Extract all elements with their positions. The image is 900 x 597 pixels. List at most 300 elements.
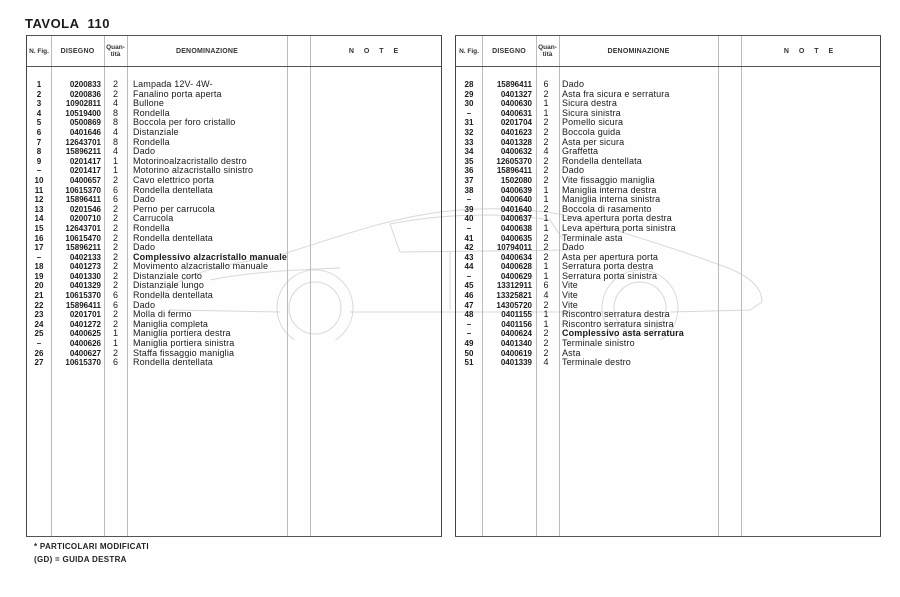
fig-number: 40 xyxy=(464,214,474,224)
part-description: Distanziale xyxy=(133,126,179,137)
part-number: 0400627 xyxy=(69,348,101,358)
header-divider xyxy=(27,66,441,67)
fig-number: 47 xyxy=(464,300,474,310)
header-quantita: Quan- tità xyxy=(106,44,125,58)
part-number: 0401339 xyxy=(500,358,532,368)
part-description: Boccola per foro cristallo xyxy=(133,117,236,128)
table-row xyxy=(456,99,880,109)
quantity: 4 xyxy=(543,290,549,301)
fig-number: – xyxy=(466,195,472,205)
fig-number: 5 xyxy=(36,118,42,128)
table-body-right xyxy=(456,80,880,368)
quantity: 8 xyxy=(112,136,118,147)
part-description: Leva apertura porta destra xyxy=(562,213,672,224)
part-number: 0400619 xyxy=(500,348,532,358)
part-number: 0401156 xyxy=(501,319,532,329)
table-row xyxy=(456,147,880,157)
quantity: 2 xyxy=(543,174,549,185)
part-description: Molla di fermo xyxy=(133,309,192,320)
quantity: 1 xyxy=(543,107,549,118)
fig-number: 51 xyxy=(464,358,474,368)
fig-number: 19 xyxy=(34,271,44,281)
part-description: Distanziale lungo xyxy=(133,280,205,291)
part-number: 0401327 xyxy=(500,89,532,99)
part-number: 0400634 xyxy=(500,252,532,262)
fig-number: 46 xyxy=(464,291,474,301)
quantity: 2 xyxy=(543,299,549,310)
table-row xyxy=(456,243,880,253)
part-number: 0401340 xyxy=(500,339,532,349)
part-description: Cavo elettrico porta xyxy=(133,174,215,185)
table-row xyxy=(456,224,880,234)
table-row xyxy=(456,157,880,167)
table-row xyxy=(456,186,880,196)
part-number: 0200710 xyxy=(69,214,101,224)
part-number: 0400629 xyxy=(500,271,532,281)
quantity: 6 xyxy=(112,357,118,368)
fig-number: 18 xyxy=(34,262,44,272)
fig-number: 37 xyxy=(464,175,474,185)
fig-number: 20 xyxy=(34,281,44,291)
part-number: 0400625 xyxy=(69,329,101,339)
part-description: Rondella xyxy=(133,136,170,147)
quantity: 2 xyxy=(112,251,118,262)
part-number: 10794011 xyxy=(496,243,532,253)
fig-number: 38 xyxy=(464,185,474,195)
quantity: 1 xyxy=(543,261,549,272)
quantity: 2 xyxy=(543,232,549,243)
part-number: 10615370 xyxy=(65,185,101,195)
part-description: Lampada 12V- 4W- xyxy=(133,79,213,89)
table-row xyxy=(27,224,441,234)
table-row xyxy=(27,262,441,272)
table-row xyxy=(27,186,441,196)
part-number: 0401155 xyxy=(501,310,532,320)
part-description: Vite fissaggio maniglia xyxy=(562,174,655,185)
part-number: 0400628 xyxy=(500,262,532,272)
quantity: 6 xyxy=(112,290,118,301)
part-number: 0200836 xyxy=(69,89,101,99)
part-description: Asta per apertura porta xyxy=(562,251,659,262)
part-description: Dado xyxy=(562,165,585,176)
part-number: 0400624 xyxy=(500,329,532,339)
table-row xyxy=(27,90,441,100)
fig-number: 13 xyxy=(34,204,44,214)
part-number: 10615370 xyxy=(65,358,101,368)
part-number: 0402133 xyxy=(69,252,101,262)
part-number: 0401273 xyxy=(69,262,101,272)
fig-number: 10 xyxy=(34,175,44,185)
part-number: 0401330 xyxy=(69,271,101,281)
table-row xyxy=(456,358,880,368)
fig-number: 48 xyxy=(464,310,474,320)
fig-number: 35 xyxy=(464,156,474,166)
fig-number: 44 xyxy=(464,262,474,272)
part-description: Terminale sinistro xyxy=(562,338,635,349)
part-number: 0201417 xyxy=(69,156,101,166)
table-row xyxy=(27,80,441,90)
fig-number: 36 xyxy=(464,166,474,176)
part-number: 12643701 xyxy=(65,223,101,233)
quantity: 2 xyxy=(112,347,118,358)
table-row xyxy=(27,234,441,244)
part-number: 10615470 xyxy=(65,233,101,243)
quantity: 4 xyxy=(543,146,549,157)
fig-number: 30 xyxy=(464,99,474,109)
table-row xyxy=(27,205,441,215)
part-number: 10615370 xyxy=(65,291,101,301)
part-number: 0500869 xyxy=(69,118,101,128)
part-description: Dado xyxy=(133,146,156,157)
part-number: 0401272 xyxy=(69,319,101,329)
header-disegno: DISEGNO xyxy=(492,47,526,55)
fig-number: 8 xyxy=(36,147,42,157)
quantity: 2 xyxy=(112,242,118,253)
fig-number: – xyxy=(36,252,42,262)
table-row xyxy=(27,128,441,138)
quantity: 2 xyxy=(543,117,549,128)
part-number: 13325821 xyxy=(496,291,532,301)
part-number: 0400630 xyxy=(500,99,532,109)
fig-number: 2 xyxy=(36,89,42,99)
part-number: 0400626 xyxy=(69,339,101,349)
part-description: Terminale destro xyxy=(562,357,631,368)
part-description: Staffa fissaggio maniglia xyxy=(133,347,235,358)
quantity: 2 xyxy=(543,242,549,253)
quantity: 1 xyxy=(543,194,549,205)
footer-note-modified: * PARTICOLARI MODIFICATI xyxy=(34,542,149,551)
quantity: 2 xyxy=(112,309,118,320)
fig-number: 41 xyxy=(464,233,474,243)
quantity: 4 xyxy=(543,357,549,368)
part-number: 0401623 xyxy=(500,127,532,137)
table-row xyxy=(456,281,880,291)
part-description: Vite xyxy=(562,299,578,310)
table-row xyxy=(456,234,880,244)
part-number: 0201546 xyxy=(69,204,101,214)
fig-number: 12 xyxy=(34,195,44,205)
quantity: 4 xyxy=(112,126,118,137)
header-divider xyxy=(456,66,880,67)
part-number: 0200833 xyxy=(69,80,101,89)
part-description: Rondella dentellata xyxy=(562,155,642,166)
fig-number: 24 xyxy=(34,319,44,329)
part-description: Carrucola xyxy=(133,213,174,224)
part-description: Fanalino porta aperta xyxy=(133,88,222,99)
table-row xyxy=(27,281,441,291)
part-number: 10519400 xyxy=(65,108,101,118)
part-number: 0201701 xyxy=(69,310,101,320)
part-description: Serratura porta destra xyxy=(562,261,654,272)
part-number: 15896411 xyxy=(496,166,532,176)
part-number: 0401329 xyxy=(69,281,101,291)
part-number: 0400632 xyxy=(500,147,532,157)
part-number: 13312911 xyxy=(496,281,532,291)
header-quantita: Quan- tità xyxy=(538,44,557,58)
part-number: 15896411 xyxy=(65,300,101,310)
part-description: Asta fra sicura e serratura xyxy=(562,88,670,99)
header-disegno: DISEGNO xyxy=(60,47,95,55)
part-description: Maniglia interna sinistra xyxy=(562,194,661,205)
part-number: 12643701 xyxy=(65,137,101,147)
part-description: Serratura porta sinistra xyxy=(562,270,658,281)
header-denominazione: DENOMINAZIONE xyxy=(607,47,670,55)
table-row xyxy=(456,291,880,301)
fig-number: 42 xyxy=(464,243,474,253)
quantity: 6 xyxy=(112,299,118,310)
parts-table-left xyxy=(26,35,442,537)
part-description: Bullone xyxy=(133,98,165,109)
part-description: Riscontro serratura sinistra xyxy=(562,318,674,329)
table-row xyxy=(456,166,880,176)
fig-number: 23 xyxy=(34,310,44,320)
part-description: Sicura sinistra xyxy=(562,107,621,118)
quantity: 1 xyxy=(543,213,549,224)
quantity: 2 xyxy=(112,232,118,243)
part-description: Riscontro serratura destra xyxy=(562,309,670,320)
part-number: 0400639 xyxy=(500,185,532,195)
part-number: 12605370 xyxy=(496,156,532,166)
fig-number: – xyxy=(466,223,472,233)
quantity: 2 xyxy=(543,347,549,358)
header-denominazione: DENOMINAZIONE xyxy=(175,47,239,55)
fig-number: 11 xyxy=(34,185,44,195)
fig-number: 16 xyxy=(34,233,44,243)
fig-number: 4 xyxy=(36,108,42,118)
quantity: 2 xyxy=(112,318,118,329)
fig-number: – xyxy=(466,271,472,281)
part-number: 0400631 xyxy=(500,108,532,118)
part-description: Asta per sicura xyxy=(562,136,625,147)
fig-number: 25 xyxy=(34,329,44,339)
quantity: 2 xyxy=(543,88,549,99)
quantity: 1 xyxy=(543,222,549,233)
fig-number: 1 xyxy=(36,80,42,89)
part-description: Distanziale corto xyxy=(133,270,203,281)
fig-number: 26 xyxy=(34,348,44,358)
part-description: Vite xyxy=(562,280,578,291)
part-description: Leva apertura porta sinistra xyxy=(562,222,676,233)
table-row xyxy=(27,272,441,282)
part-number: 0400640 xyxy=(500,195,532,205)
part-description: Dado xyxy=(133,194,156,205)
fig-number: 17 xyxy=(34,243,44,253)
part-description: Complessivo alzacristallo manuale xyxy=(133,251,288,262)
table-row xyxy=(27,358,441,368)
part-number: 15896211 xyxy=(65,243,101,253)
part-description: Maniglia portiera destra xyxy=(133,328,231,339)
quantity: 2 xyxy=(543,203,549,214)
header-fig: N. Fig. xyxy=(459,47,479,55)
table-row xyxy=(456,138,880,148)
part-description: Boccola guida xyxy=(562,126,621,137)
part-description: Motorinoalzacristallo destro xyxy=(133,155,247,166)
header-fig: N. Fig. xyxy=(29,47,49,55)
quantity: 4 xyxy=(112,146,118,157)
quantity: 1 xyxy=(112,165,118,176)
quantity: 1 xyxy=(543,309,549,320)
quantity: 2 xyxy=(543,126,549,137)
part-description: Rondella xyxy=(133,222,170,233)
part-number: 0401640 xyxy=(500,204,532,214)
table-row xyxy=(27,310,441,320)
part-description: Asta xyxy=(562,347,581,358)
part-number: 0400638 xyxy=(500,223,532,233)
table-row xyxy=(27,329,441,339)
table-row xyxy=(456,262,880,272)
part-number: 1502080 xyxy=(500,175,532,185)
fig-number: 29 xyxy=(464,89,474,99)
quantity: 2 xyxy=(112,88,118,99)
footer-note-right-drive: (GD) = GUIDA DESTRA xyxy=(34,555,127,564)
fig-number: 39 xyxy=(464,204,474,214)
fig-number: 15 xyxy=(34,223,44,233)
quantity: 1 xyxy=(543,318,549,329)
quantity: 2 xyxy=(112,280,118,291)
fig-number: – xyxy=(36,339,42,349)
quantity: 6 xyxy=(112,184,118,195)
quantity: 2 xyxy=(543,136,549,147)
quantity: 1 xyxy=(543,98,549,109)
quantity: 1 xyxy=(112,338,118,349)
table-body-left xyxy=(27,80,441,368)
table-row xyxy=(456,329,880,339)
fig-number: 22 xyxy=(34,300,44,310)
quantity: 6 xyxy=(543,280,549,291)
part-description: Rondella dentellata xyxy=(133,184,213,195)
fig-number: 50 xyxy=(464,348,474,358)
part-description: Boccola di rasamento xyxy=(562,203,652,214)
fig-number: 33 xyxy=(464,137,474,147)
table-row xyxy=(456,195,880,205)
quantity: 2 xyxy=(112,270,118,281)
quantity: 2 xyxy=(543,155,549,166)
quantity: 6 xyxy=(112,194,118,205)
fig-number: 28 xyxy=(464,80,474,89)
part-description: Dado xyxy=(133,299,156,310)
fig-number: – xyxy=(466,108,472,118)
quantity: 2 xyxy=(543,338,549,349)
title-label: TAVOLA xyxy=(25,16,80,31)
part-description: Vite xyxy=(562,290,578,301)
part-description: Maniglia portiera sinistra xyxy=(133,338,235,349)
quantity: 1 xyxy=(112,328,118,339)
fig-number: 14 xyxy=(34,214,44,224)
part-description: Maniglia interna destra xyxy=(562,184,657,195)
table-row xyxy=(456,128,880,138)
part-number: 0400657 xyxy=(69,175,101,185)
part-number: 0401328 xyxy=(500,137,532,147)
part-description: Rondella dentellata xyxy=(133,357,213,368)
fig-number: 45 xyxy=(464,281,474,291)
quantity: 4 xyxy=(112,98,118,109)
part-number: 10902811 xyxy=(65,99,101,109)
part-description: Rondella dentellata xyxy=(133,232,213,243)
quantity: 2 xyxy=(112,79,118,89)
quantity: 2 xyxy=(112,222,118,233)
part-description: Sicura destra xyxy=(562,98,617,109)
table-row xyxy=(456,339,880,349)
table-row xyxy=(456,109,880,119)
fig-number: 21 xyxy=(34,291,44,301)
quantity: 2 xyxy=(112,203,118,214)
part-number: 14305720 xyxy=(496,300,532,310)
quantity: 2 xyxy=(112,261,118,272)
quantity: 1 xyxy=(543,270,549,281)
part-description: Terminale asta xyxy=(562,232,623,243)
table-row xyxy=(27,166,441,176)
part-number: 0400637 xyxy=(500,214,532,224)
part-number: 15896211 xyxy=(65,147,101,157)
table-row xyxy=(27,138,441,148)
quantity: 8 xyxy=(112,117,118,128)
quantity: 2 xyxy=(543,165,549,176)
fig-number: – xyxy=(36,166,42,176)
table-row xyxy=(27,118,441,128)
fig-number: 3 xyxy=(36,99,42,109)
fig-number: – xyxy=(466,329,472,339)
part-description: Dado xyxy=(562,79,585,89)
part-description: Motorino alzacristallo sinistro xyxy=(133,165,254,176)
part-description: Maniglia completa xyxy=(133,318,209,329)
table-row xyxy=(456,90,880,100)
part-description: Rondella xyxy=(133,107,170,118)
part-description: Complessivo asta serratura xyxy=(562,328,684,339)
table-row xyxy=(27,214,441,224)
table-row xyxy=(27,339,441,349)
quantity: 2 xyxy=(112,213,118,224)
table-row xyxy=(456,118,880,128)
title-number: 110 xyxy=(87,16,110,31)
quantity: 2 xyxy=(112,174,118,185)
fig-number: 7 xyxy=(36,137,42,147)
part-number: 15896411 xyxy=(65,195,101,205)
part-number: 0400635 xyxy=(500,233,532,243)
part-description: Movimento alzacristallo manuale xyxy=(133,261,269,272)
quantity: 8 xyxy=(112,107,118,118)
part-description: Dado xyxy=(133,242,156,253)
quantity: 6 xyxy=(543,79,549,89)
part-description: Rondella dentellata xyxy=(133,290,213,301)
table-row xyxy=(27,291,441,301)
parts-table-right xyxy=(455,35,881,537)
fig-number: 6 xyxy=(36,127,42,137)
part-number: 0201704 xyxy=(500,118,532,128)
header-note: N O T E xyxy=(783,47,838,55)
part-number: 0201417 xyxy=(69,166,101,176)
fig-number: 31 xyxy=(464,118,474,128)
table-row xyxy=(27,176,441,186)
part-description: Pomello sicura xyxy=(562,117,624,128)
table-row xyxy=(27,301,441,311)
part-description: Dado xyxy=(562,242,585,253)
quantity: 2 xyxy=(543,328,549,339)
table-row xyxy=(456,253,880,263)
header-note: N O T E xyxy=(348,47,403,55)
fig-number: 49 xyxy=(464,339,474,349)
fig-number: 27 xyxy=(34,358,44,368)
part-number: 0401646 xyxy=(69,127,101,137)
part-description: Graffetta xyxy=(562,146,599,157)
table-row xyxy=(456,176,880,186)
table-row xyxy=(27,195,441,205)
part-number: 15896411 xyxy=(496,80,532,89)
fig-number: – xyxy=(466,319,472,329)
table-row xyxy=(27,320,441,330)
fig-number: 32 xyxy=(464,127,474,137)
fig-number: 43 xyxy=(464,252,474,262)
table-row xyxy=(27,349,441,359)
